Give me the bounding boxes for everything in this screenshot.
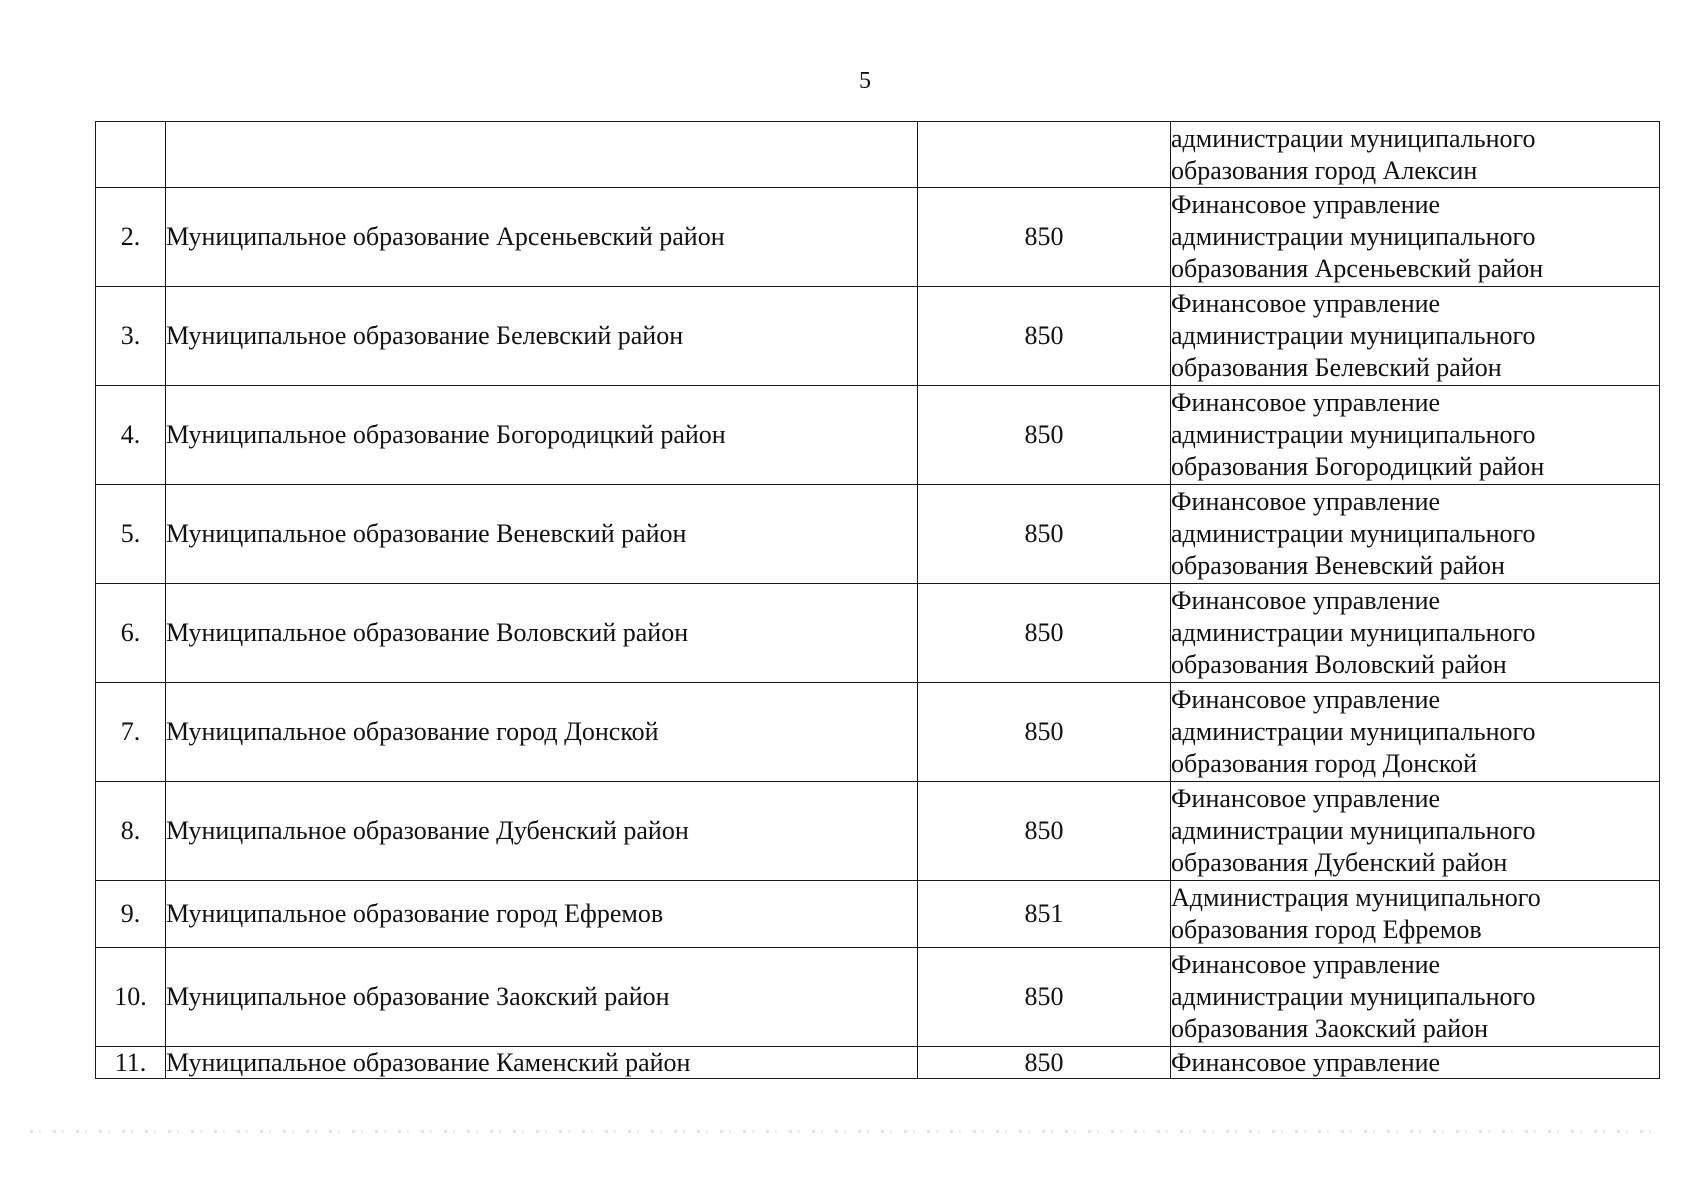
- row-number: 3.: [96, 287, 166, 386]
- table-row: [96, 1047, 1660, 1079]
- municipality-name: [166, 122, 918, 188]
- department-code: 850: [918, 485, 1171, 584]
- row-number: 11.: [96, 1047, 166, 1079]
- row-number: 9.: [96, 881, 166, 948]
- department-code: 850: [918, 386, 1171, 485]
- department-code: 850: [918, 948, 1171, 1047]
- department-code: 850: [918, 287, 1171, 386]
- department-code: 850: [918, 584, 1171, 683]
- administrator-name: Финансовое управление администрации муниципального образования Заокский район: [1171, 948, 1660, 1047]
- municipality-name: Муниципальное образование Арсеньевский район: [166, 188, 918, 287]
- administrator-name: Финансовое управление администрации муниципального образования Белевский район: [1171, 287, 1660, 386]
- department-code: [918, 122, 1171, 188]
- municipality-name: Муниципальное образование Каменский район: [166, 1047, 918, 1079]
- page-number: 5: [859, 68, 871, 94]
- table-row: [96, 485, 1660, 584]
- table-row: [96, 683, 1660, 782]
- municipality-name: Муниципальное образование Богородицкий район: [166, 386, 918, 485]
- row-number: 10.: [96, 948, 166, 1047]
- administrator-name: Администрация муниципального образования город Ефремов: [1171, 881, 1660, 948]
- municipality-name: Муниципальное образование Заокский район: [166, 948, 918, 1047]
- department-code: 850: [918, 1047, 1171, 1079]
- row-number: 2.: [96, 188, 166, 287]
- department-code: 851: [918, 881, 1171, 948]
- department-code: 850: [918, 683, 1171, 782]
- budget-allocation-table: [95, 121, 1660, 1079]
- scan-noise-line: [30, 1130, 1660, 1133]
- administrator-name: Финансовое управление: [1171, 1047, 1660, 1079]
- table-row: [96, 287, 1660, 386]
- department-code: 850: [918, 188, 1171, 287]
- table-row: [96, 584, 1660, 683]
- municipality-name: Муниципальное образование Воловский район: [166, 584, 918, 683]
- municipality-name: Муниципальное образование Дубенский район: [166, 782, 918, 881]
- municipality-name: Муниципальное образование Белевский район: [166, 287, 918, 386]
- municipality-name: Муниципальное образование город Ефремов: [166, 881, 918, 948]
- table-row: [96, 782, 1660, 881]
- row-number: 7.: [96, 683, 166, 782]
- municipality-name: Муниципальное образование город Донской: [166, 683, 918, 782]
- administrator-name: Финансовое управление администрации муниципального образования Веневский район: [1171, 485, 1660, 584]
- row-number: 6.: [96, 584, 166, 683]
- administrator-name: Финансовое управление администрации муниципального образования Воловский район: [1171, 584, 1660, 683]
- row-number: 5.: [96, 485, 166, 584]
- department-code: 850: [918, 782, 1171, 881]
- row-number: 8.: [96, 782, 166, 881]
- row-number: [96, 122, 166, 188]
- table-row: [96, 881, 1660, 948]
- administrator-name: Финансовое управление администрации муниципального образования Богородицкий район: [1171, 386, 1660, 485]
- table-row: [96, 122, 1660, 188]
- table-row: [96, 386, 1660, 485]
- row-number: 4.: [96, 386, 166, 485]
- administrator-name: Финансовое управление администрации муниципального образования город Донской: [1171, 683, 1660, 782]
- table-row: [96, 188, 1660, 287]
- administrator-name: Финансовое управление администрации муниципального образования Дубенский район: [1171, 782, 1660, 881]
- administrator-name: администрации муниципального образования город Алексин: [1171, 122, 1660, 188]
- municipality-name: Муниципальное образование Веневский район: [166, 485, 918, 584]
- table-row: [96, 948, 1660, 1047]
- administrator-name: Финансовое управление администрации муниципального образования Арсеньевский район: [1171, 188, 1660, 287]
